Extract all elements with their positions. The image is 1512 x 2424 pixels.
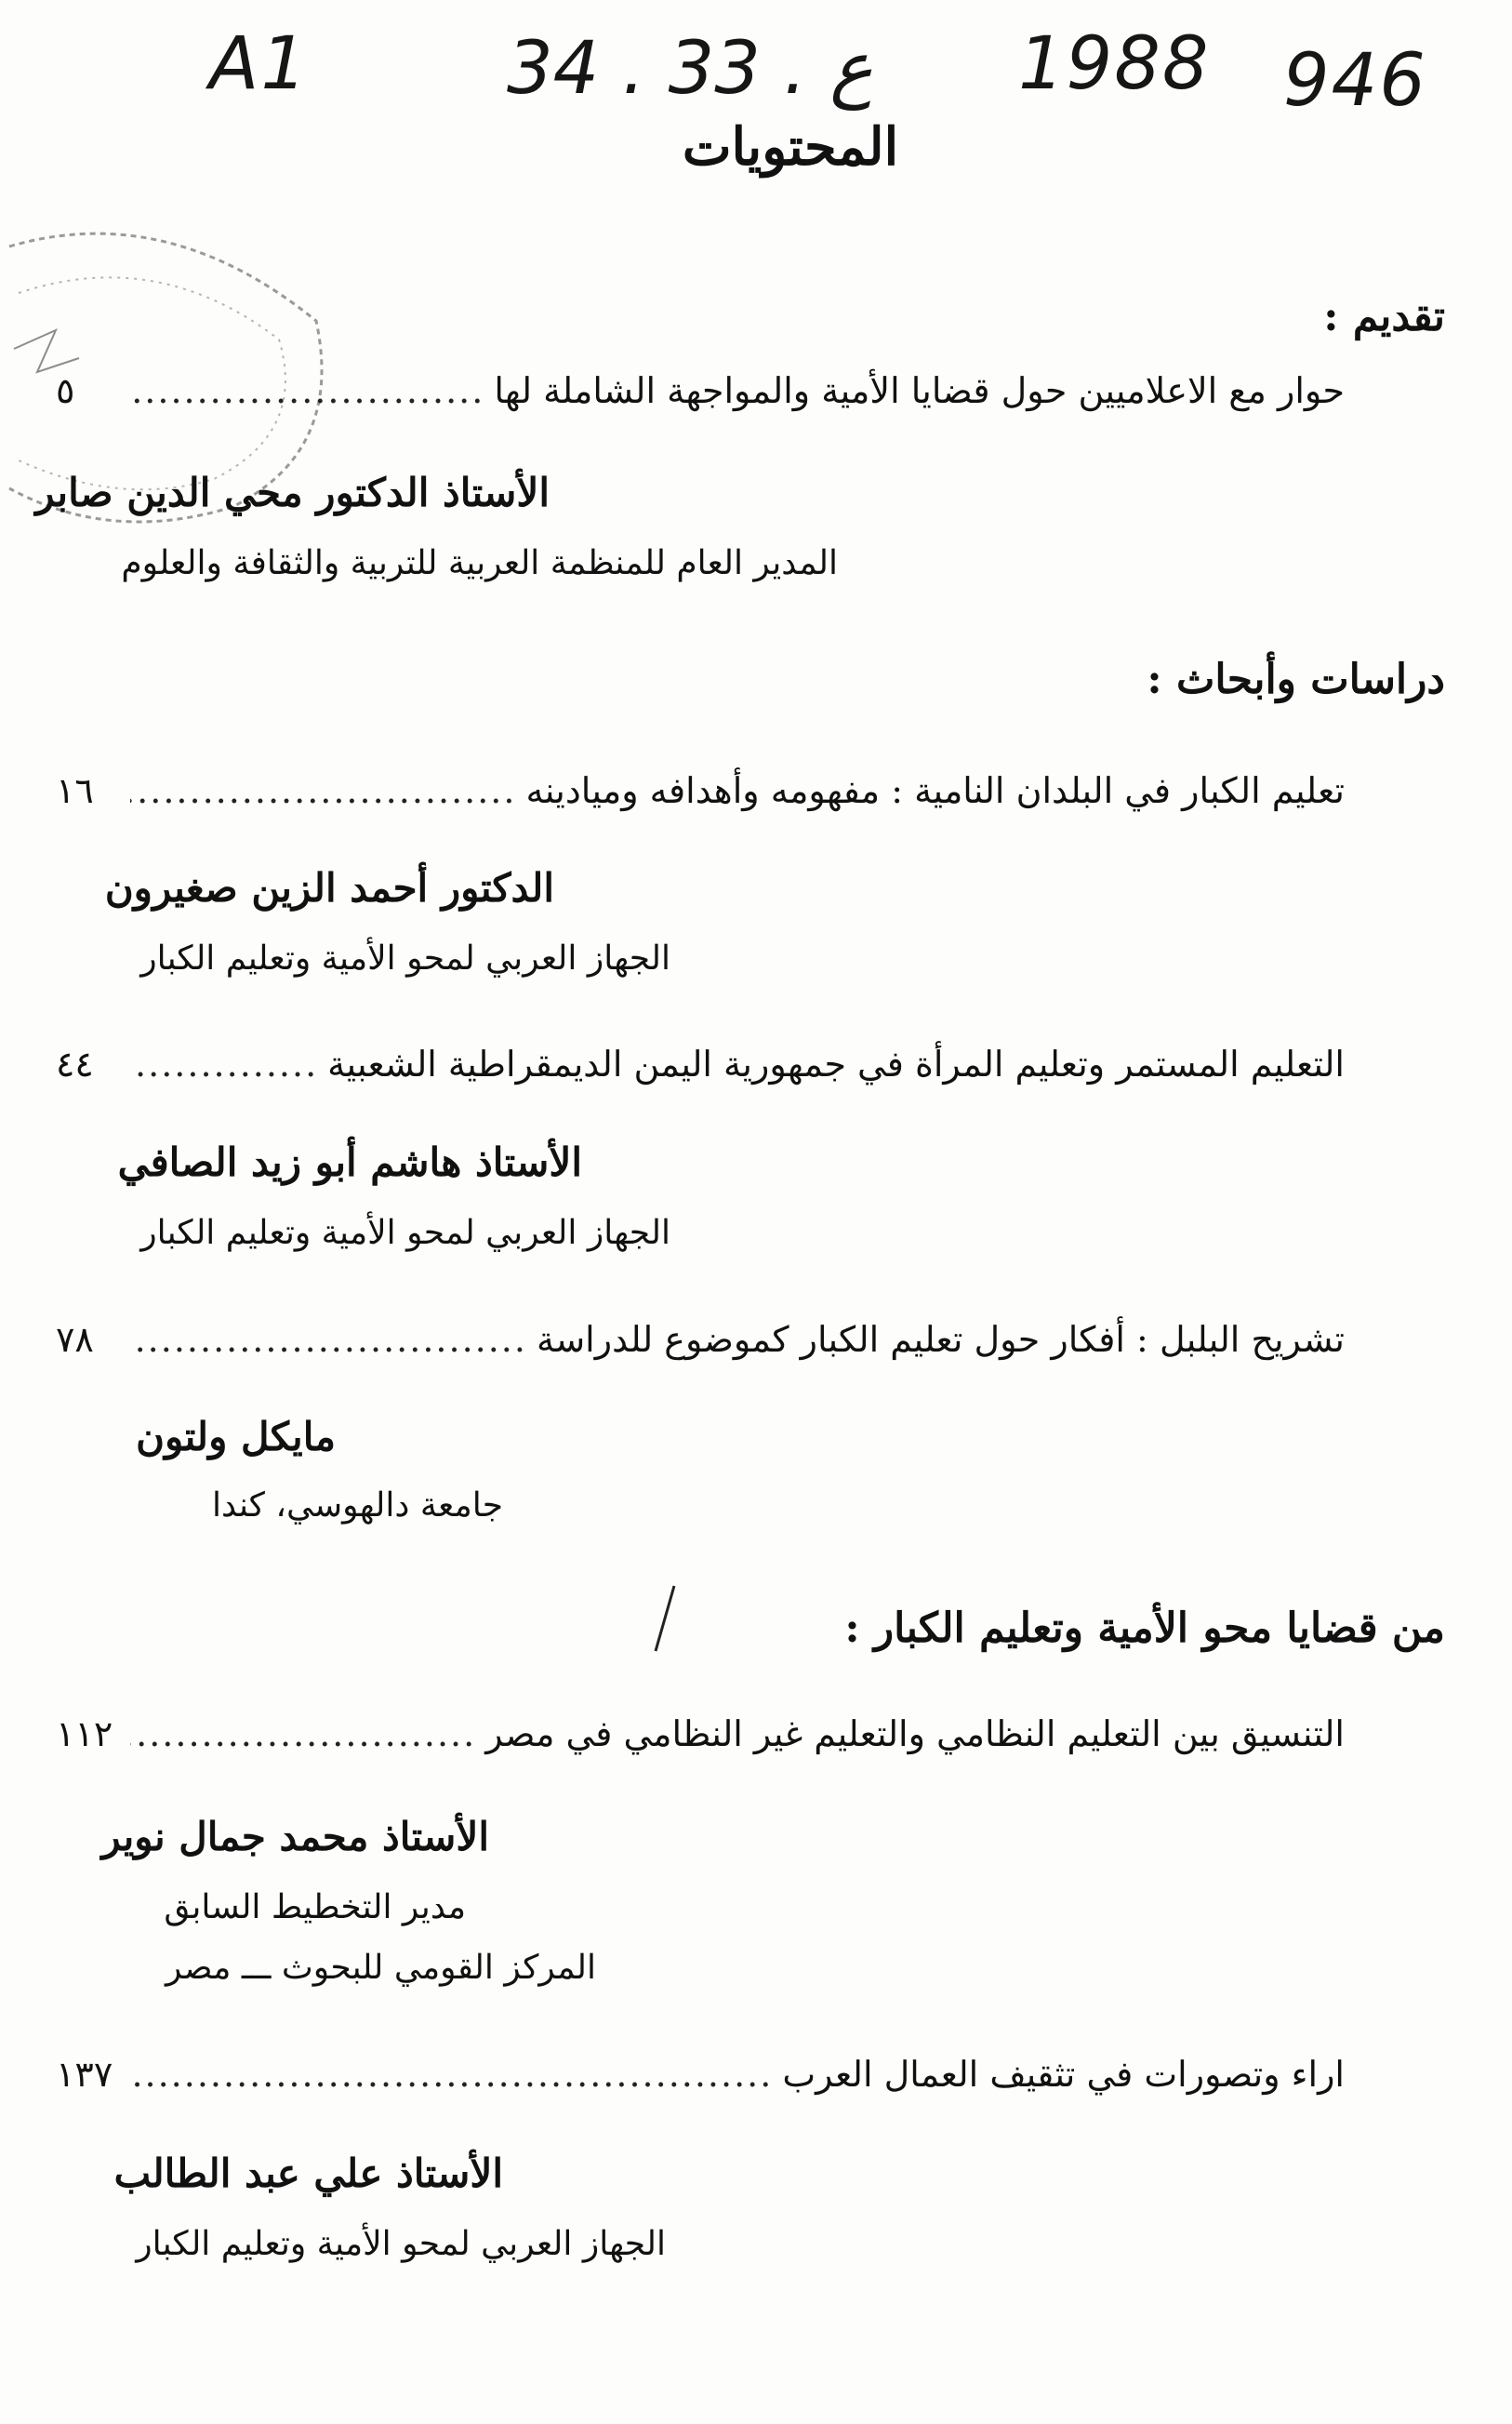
pen-mark	[651, 1581, 679, 1656]
entry-affiliation: جامعة دالهوسي، كندا	[212, 1486, 503, 1525]
entry-author: الأستاذ الدكتور محي الدين صابر	[35, 470, 550, 515]
toc-entry[interactable]	[56, 2054, 1345, 2110]
handwritten-ref: 34 . 33 . ع	[507, 27, 873, 111]
toc-entry[interactable]	[56, 770, 1345, 826]
entry-title: التعليم المستمر وتعليم المرأة في جمهورية اليمن الديمقراطية الشعبية	[327, 1044, 1345, 1085]
entry-page-number: ٧٨	[56, 1319, 94, 1360]
entry-page-number: ١٦	[56, 770, 94, 811]
entry-affiliation: الجهاز العربي لمحو الأمية وتعليم الكبار	[140, 1214, 670, 1252]
entry-title: التنسيق بين التعليم النظامي والتعليم غير النظامي في مصر	[485, 1713, 1345, 1754]
toc-entry[interactable]	[56, 1044, 1345, 1099]
dot-leader	[130, 2054, 773, 2095]
entry-page-number: ٤٤	[56, 1044, 94, 1085]
dot-leader	[130, 370, 484, 411]
dot-leader	[130, 1713, 476, 1754]
dot-leader	[130, 770, 516, 811]
entry-title: تعليم الكبار في البلدان النامية : مفهومه وأهدافه وميادينه	[525, 770, 1345, 811]
entry-page-number: ١٣٧	[56, 2054, 113, 2095]
entry-title: اراء وتصورات في تثقيف العمال العرب	[782, 2054, 1345, 2095]
section-heading-introduction: تقديم :	[1323, 293, 1445, 340]
page-title: المحتويات	[682, 116, 899, 178]
entry-affiliation: الجهاز العربي لمحو الأمية وتعليم الكبار	[136, 2225, 666, 2263]
entry-affiliation: المدير العام للمنظمة العربية للتربية والثقافة والعلوم	[121, 544, 838, 582]
entry-affiliation: الجهاز العربي لمحو الأمية وتعليم الكبار	[140, 939, 670, 978]
entry-author: مايكل ولتون	[136, 1414, 336, 1459]
toc-entry[interactable]	[56, 370, 1345, 426]
toc-entry[interactable]	[56, 1319, 1345, 1375]
entry-affiliation: مدير التخطيط السابق	[164, 1888, 466, 1926]
entry-page-number: ٥	[56, 370, 75, 411]
entry-author: الأستاذ هاشم أبو زيد الصافي	[117, 1139, 582, 1185]
entry-author: الدكتور أحمد الزين صغيرون	[104, 865, 554, 911]
toc-entry[interactable]	[56, 1713, 1345, 1769]
entry-title: تشريح البلبل : أفكار حول تعليم الكبار كموضوع للدراسة	[536, 1319, 1345, 1360]
dot-leader	[130, 1319, 527, 1360]
entry-affiliation: المركز القومي للبحوث ـــ مصر	[166, 1949, 596, 1987]
section-heading-literacy-issues: من قضايا محو الأمية وتعليم الكبار :	[844, 1605, 1445, 1652]
handwritten-year: 1988	[1018, 22, 1211, 106]
handwritten-code: A1	[209, 22, 309, 106]
entry-page-number: ١١٢	[56, 1713, 113, 1754]
entry-author: الأستاذ محمد جمال نوير	[101, 1814, 489, 1859]
handwritten-number: 946	[1283, 39, 1427, 123]
entry-author: الأستاذ علي عبد الطالب	[113, 2151, 503, 2196]
dot-leader	[130, 1044, 318, 1085]
entry-title: حوار مع الاعلاميين حول قضايا الأمية والمواجهة الشاملة لها	[494, 370, 1345, 411]
section-heading-studies: دراسات وأبحاث :	[1147, 656, 1445, 703]
